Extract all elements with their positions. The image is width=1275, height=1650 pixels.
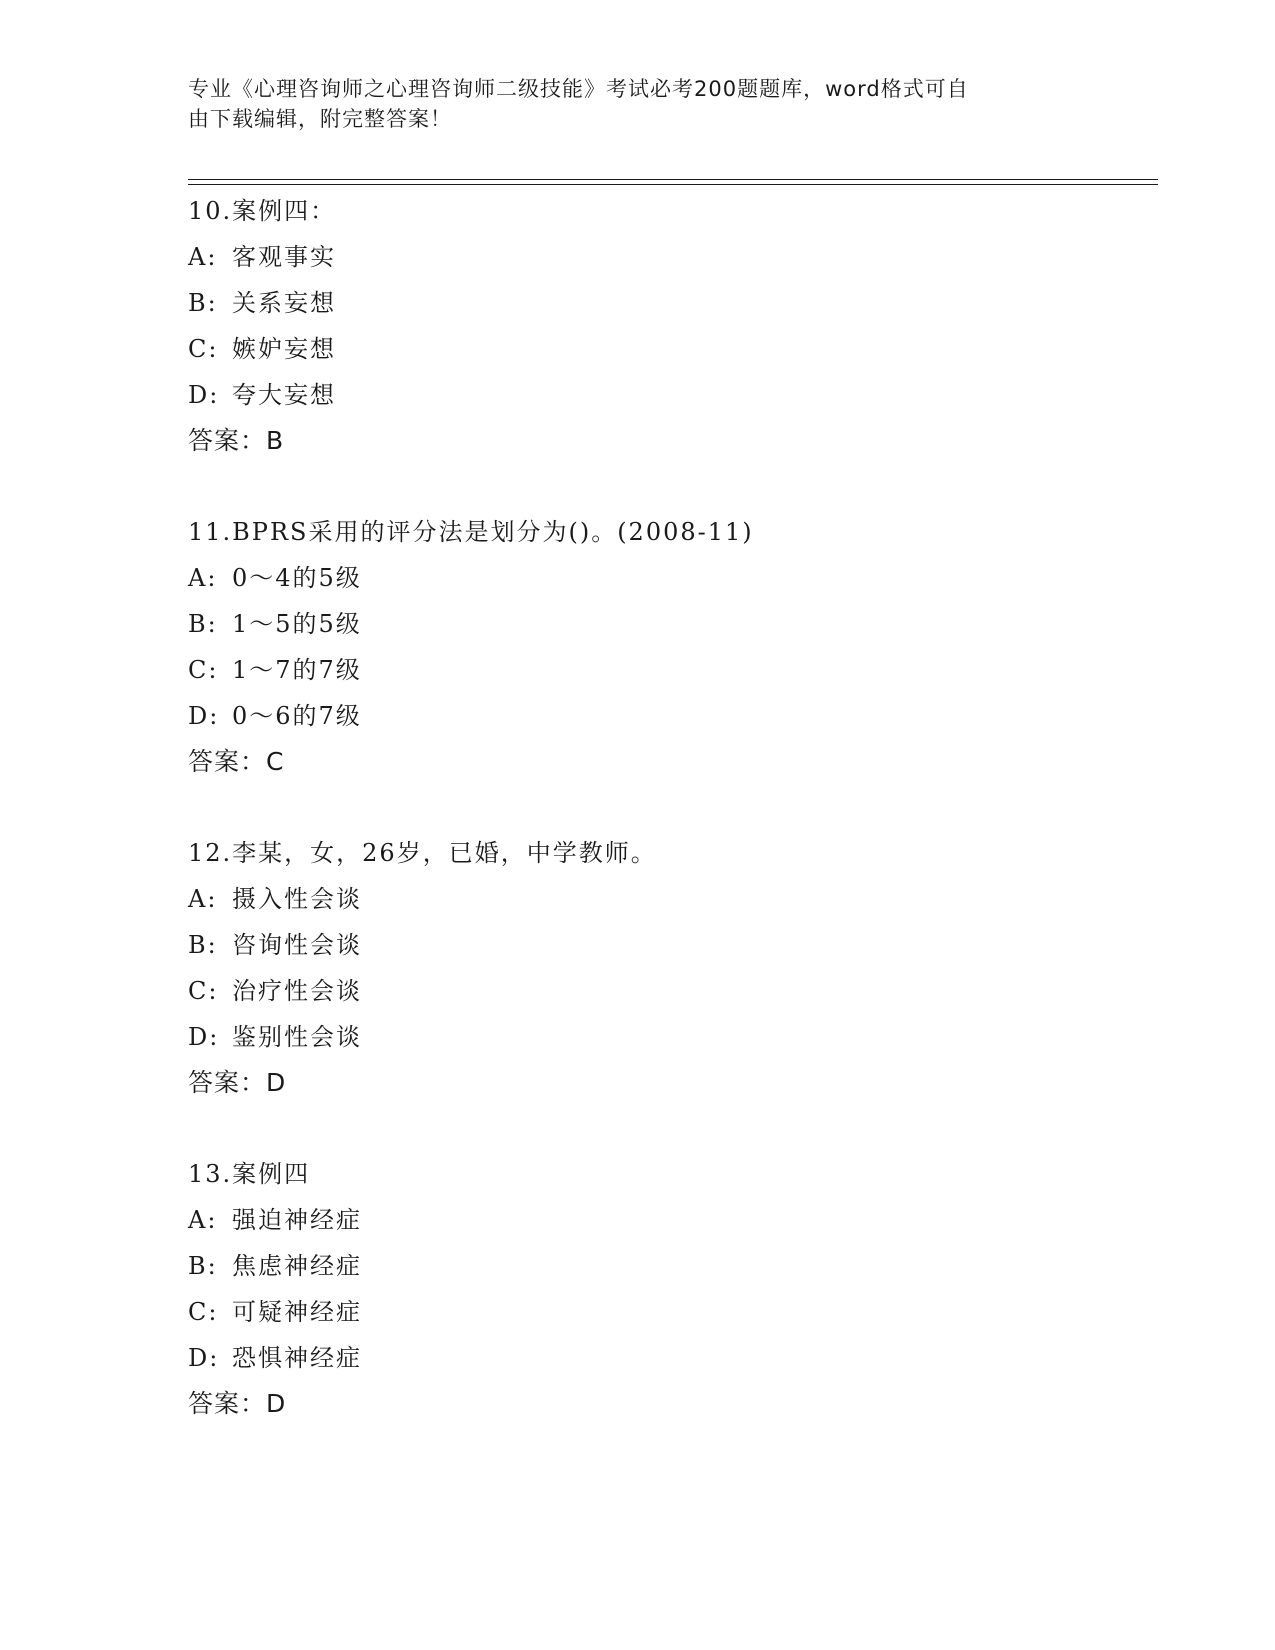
option-letter: D: xyxy=(188,702,220,730)
option-c xyxy=(188,647,754,693)
option-text: 恐惧神经症 xyxy=(232,1344,362,1372)
question-stem: 11.BPRS采用的评分法是划分为()。(2008-11) xyxy=(188,518,754,546)
option-letter: C: xyxy=(188,656,219,684)
option-d xyxy=(188,1014,657,1060)
option-text: 强迫神经症 xyxy=(232,1206,362,1234)
document-header xyxy=(188,74,1068,134)
option-letter: D: xyxy=(188,381,220,409)
option-d xyxy=(188,372,336,418)
option-letter: C: xyxy=(188,1298,219,1326)
option-d xyxy=(188,1335,362,1381)
option-letter: B: xyxy=(188,931,218,959)
option-letter: D: xyxy=(188,1344,220,1372)
header-divider-bottom xyxy=(188,184,1158,185)
option-letter: B: xyxy=(188,289,218,317)
option-text: 咨询性会谈 xyxy=(232,931,362,959)
answer-line: 答案：D xyxy=(188,1068,287,1097)
header-line-2: 由下载编辑，附完整答案！ xyxy=(188,107,452,131)
answer-line: 答案：B xyxy=(188,426,285,455)
option-text: 1～7的7级 xyxy=(232,656,362,684)
option-text: 关系妄想 xyxy=(232,289,336,317)
option-text: 治疗性会谈 xyxy=(232,977,362,1005)
option-a xyxy=(188,1197,362,1243)
option-text: 焦虑神经症 xyxy=(232,1252,362,1280)
header-line-1: 专业《心理咨询师之心理咨询师二级技能》考试必考200题题库，word格式可自 xyxy=(188,77,969,101)
option-c xyxy=(188,326,336,372)
option-b xyxy=(188,1243,362,1289)
option-letter: B: xyxy=(188,1252,218,1280)
option-a xyxy=(188,555,754,601)
option-text: 0～4的5级 xyxy=(232,564,362,592)
option-letter: B: xyxy=(188,610,218,638)
option-b xyxy=(188,601,754,647)
header-divider-top xyxy=(188,179,1158,180)
question-stem: 12.李某，女，26岁，已婚，中学教师。 xyxy=(188,839,657,867)
option-letter: C: xyxy=(188,977,219,1005)
option-text: 嫉妒妄想 xyxy=(232,335,336,363)
option-letter: A: xyxy=(188,564,218,592)
answer-line: 答案：D xyxy=(188,1389,287,1418)
option-d xyxy=(188,693,754,739)
question-11 xyxy=(188,509,754,785)
option-letter: C: xyxy=(188,335,219,363)
option-text: 鉴别性会谈 xyxy=(232,1023,362,1051)
option-a xyxy=(188,234,336,280)
option-a xyxy=(188,876,657,922)
option-text: 可疑神经症 xyxy=(232,1298,362,1326)
option-text: 客观事实 xyxy=(232,243,336,271)
question-13 xyxy=(188,1151,362,1427)
option-letter: A: xyxy=(188,243,218,271)
option-text: 1～5的5级 xyxy=(232,610,362,638)
answer-line: 答案：C xyxy=(188,747,285,776)
option-text: 夸大妄想 xyxy=(232,381,336,409)
question-10 xyxy=(188,188,336,464)
option-c xyxy=(188,1289,362,1335)
option-letter: D: xyxy=(188,1023,220,1051)
option-text: 摄入性会谈 xyxy=(232,885,362,913)
option-b xyxy=(188,922,657,968)
option-letter: A: xyxy=(188,1206,218,1234)
option-text: 0～6的7级 xyxy=(232,702,362,730)
option-c xyxy=(188,968,657,1014)
question-stem: 13.案例四 xyxy=(188,1160,311,1188)
option-letter: A: xyxy=(188,885,218,913)
question-12 xyxy=(188,830,657,1106)
question-stem: 10.案例四： xyxy=(188,197,337,225)
option-b xyxy=(188,280,336,326)
